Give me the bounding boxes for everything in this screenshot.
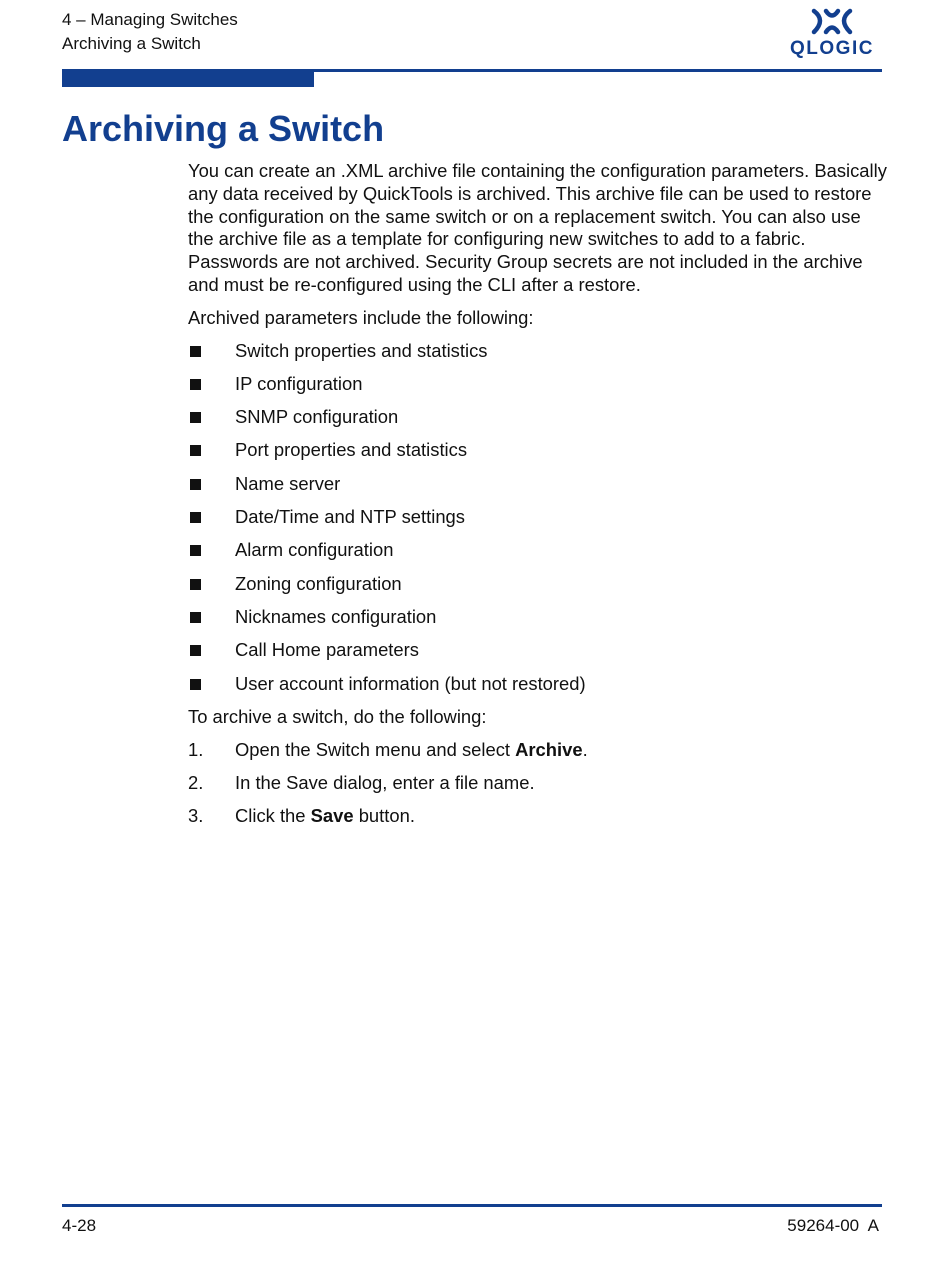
square-bullet-icon	[190, 346, 201, 357]
list-item-text: Nicknames configuration	[235, 605, 437, 627]
step-ui-term: Archive	[515, 738, 583, 760]
list-item-text: Alarm configuration	[235, 539, 394, 561]
steps-list	[188, 739, 888, 828]
step-number: 1.	[188, 738, 204, 760]
square-bullet-icon	[190, 479, 201, 490]
list-item-text: Switch properties and statistics	[235, 339, 488, 361]
list-item-text: SNMP configuration	[235, 406, 399, 428]
header-section: Archiving a Switch	[62, 34, 201, 53]
list-item-text: IP configuration	[235, 372, 363, 394]
step-text-end: button.	[353, 805, 415, 827]
list-item-text: Call Home parameters	[235, 639, 419, 661]
list-item	[188, 639, 888, 662]
qlogic-logo-icon	[786, 6, 878, 38]
list-item	[188, 506, 888, 529]
step-text: Click the	[235, 805, 311, 827]
list-item	[188, 439, 888, 462]
square-bullet-icon	[190, 579, 201, 590]
square-bullet-icon	[190, 645, 201, 656]
list-item	[188, 373, 888, 396]
step-item	[188, 805, 888, 828]
step-number: 2.	[188, 771, 204, 793]
step-ui-term: Save	[310, 805, 354, 827]
list-item-text: Zoning configuration	[235, 572, 402, 594]
footer-rule	[62, 1204, 882, 1207]
list-item	[188, 606, 888, 629]
params-list	[188, 340, 888, 696]
step-item	[188, 772, 888, 795]
step-number: 3.	[188, 805, 204, 827]
params-lead: Archived parameters include the following:	[188, 306, 534, 328]
steps-lead: To archive a switch, do the following:	[188, 705, 487, 727]
step-text-end: .	[582, 738, 588, 760]
step-item	[188, 739, 888, 762]
square-bullet-icon	[190, 412, 201, 423]
square-bullet-icon	[190, 545, 201, 556]
footer-page-number: 4-28	[62, 1216, 97, 1235]
list-item	[188, 573, 888, 596]
page-title: Archiving a Switch	[62, 108, 385, 149]
list-item	[188, 539, 888, 562]
list-item-text: Name server	[235, 472, 341, 494]
list-item-text: Date/Time and NTP settings	[235, 506, 465, 528]
logo-wordmark: QLOGIC	[790, 38, 874, 59]
list-item	[188, 473, 888, 496]
square-bullet-icon	[190, 379, 201, 390]
square-bullet-icon	[190, 612, 201, 623]
list-item-text: Port properties and statistics	[235, 439, 468, 461]
intro-paragraph: You can create an .XML archive file containing the configuration parameters. Basically any data received by QuickTools is archived. This archive file can be used to restore the configuration on the same switch or on a replacement switch. You can also use the archive file as a template for configuring new switches to add to a fabric. Passwords are not archived. Security Group secrets are not included in the archive and must be re-configured using the CLI after a restore.	[188, 160, 887, 295]
qlogic-logo	[786, 6, 878, 62]
list-item	[188, 673, 888, 696]
square-bullet-icon	[190, 679, 201, 690]
square-bullet-icon	[190, 445, 201, 456]
list-item	[188, 340, 888, 363]
list-item-text: User account information (but not restored)	[235, 672, 586, 694]
body-content	[188, 160, 888, 839]
step-text: In the Save dialog, enter a file name.	[235, 771, 535, 793]
list-item	[188, 406, 888, 429]
footer-doc-id: 59264-00 A	[787, 1216, 879, 1235]
header-chapter: 4 – Managing Switches	[62, 10, 238, 29]
header-tab-bar	[62, 69, 314, 87]
square-bullet-icon	[190, 512, 201, 523]
step-text: Open the Switch menu and select	[235, 738, 516, 760]
